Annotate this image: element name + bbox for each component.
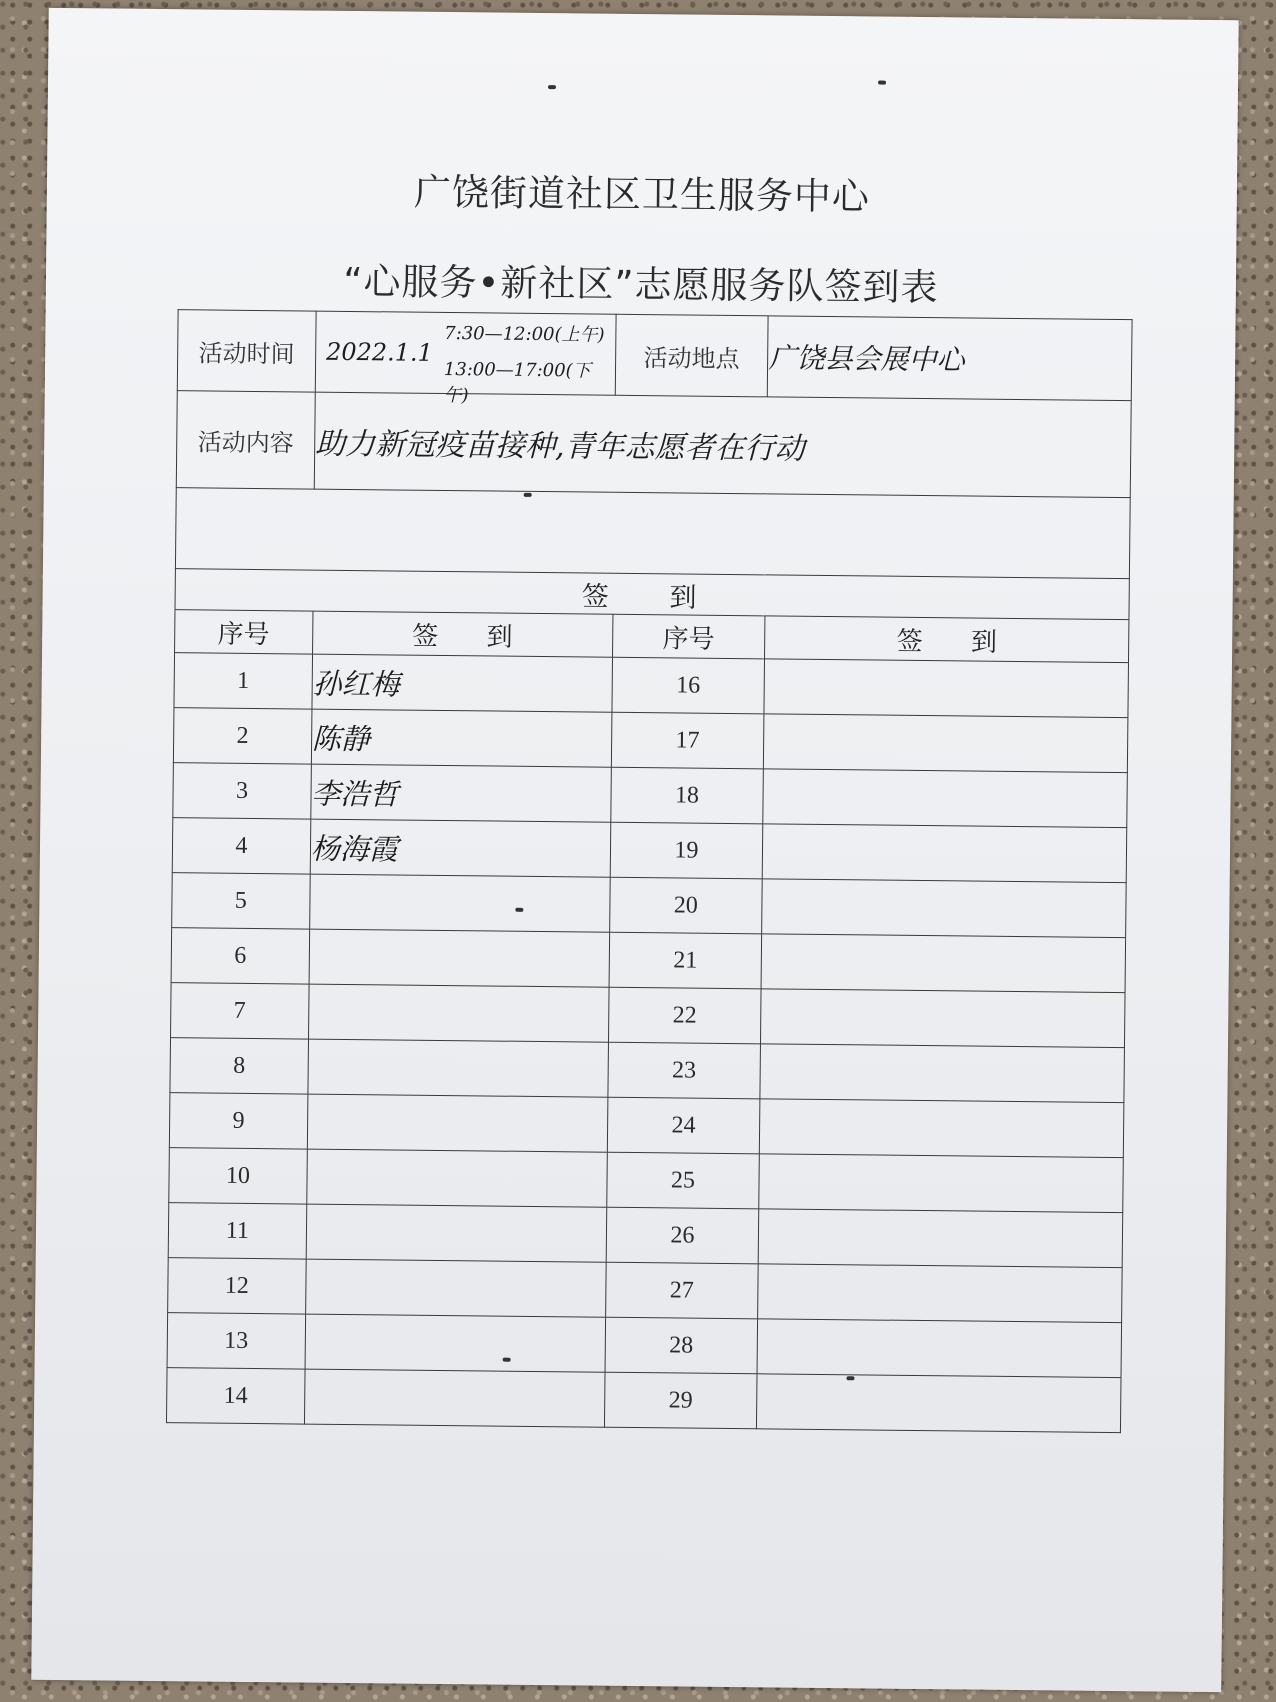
blank-cell bbox=[175, 488, 1130, 579]
signature bbox=[309, 929, 609, 987]
paper-speck bbox=[878, 81, 886, 85]
table-row bbox=[169, 1093, 1124, 1158]
signature bbox=[760, 1044, 1124, 1103]
signin-caption: 签 到 bbox=[175, 569, 1129, 620]
seq-number: 9 bbox=[169, 1093, 307, 1149]
signature: 李浩哲 bbox=[311, 764, 611, 822]
activity-place-value: 广饶县会展中心 bbox=[768, 316, 1132, 401]
seq-number: 23 bbox=[607, 1042, 760, 1099]
table-row bbox=[173, 708, 1128, 773]
activity-place-label: 活动地点 bbox=[615, 314, 769, 397]
seq-number: 2 bbox=[173, 708, 311, 764]
table-row bbox=[171, 928, 1126, 993]
seq-number: 21 bbox=[609, 932, 762, 989]
signature bbox=[764, 659, 1128, 718]
table-row bbox=[169, 1148, 1124, 1213]
seq-number: 3 bbox=[173, 763, 311, 819]
table-row bbox=[172, 873, 1127, 938]
activity-content-value: 助力新冠疫苗接种,青年志愿者在行动 bbox=[314, 392, 1131, 498]
seq-number: 11 bbox=[168, 1203, 306, 1259]
seq-number: 24 bbox=[607, 1097, 760, 1154]
signature bbox=[761, 989, 1125, 1048]
seq-number: 22 bbox=[608, 987, 761, 1044]
activity-time-label: 活动时间 bbox=[177, 310, 316, 392]
paper-speck bbox=[524, 493, 532, 497]
seq-number: 4 bbox=[172, 818, 310, 874]
paper-speck bbox=[503, 1358, 511, 1362]
signature: 陈静 bbox=[311, 709, 611, 767]
activity-content-label: 活动内容 bbox=[176, 391, 315, 489]
table-row bbox=[173, 763, 1128, 828]
signature bbox=[761, 934, 1125, 993]
seq-header-right: 序号 bbox=[612, 614, 765, 659]
signature bbox=[762, 879, 1126, 938]
signature: 孙红梅 bbox=[312, 654, 612, 712]
activity-time-row bbox=[177, 310, 1132, 401]
signature bbox=[764, 714, 1128, 773]
seq-number: 6 bbox=[171, 928, 309, 984]
activity-time-value bbox=[315, 311, 616, 407]
document-title: 广饶街道社区卫生服务中心 bbox=[413, 170, 871, 219]
seq-number: 12 bbox=[168, 1258, 306, 1314]
table-row bbox=[171, 983, 1126, 1048]
signature bbox=[307, 1094, 607, 1152]
signature bbox=[759, 1209, 1123, 1268]
signature bbox=[308, 1039, 608, 1097]
seq-number: 17 bbox=[611, 712, 764, 769]
seq-number: 29 bbox=[604, 1372, 757, 1429]
signature bbox=[306, 1204, 606, 1262]
seq-number: 16 bbox=[611, 657, 764, 714]
seq-number: 27 bbox=[605, 1262, 758, 1319]
document-subtitle: “心服务•新社区”志愿服务队签到表 bbox=[343, 259, 939, 310]
seq-number: 20 bbox=[609, 877, 762, 934]
signature bbox=[757, 1374, 1121, 1433]
paper-speck bbox=[515, 908, 523, 912]
seq-number: 5 bbox=[172, 873, 310, 929]
signature bbox=[757, 1319, 1121, 1378]
signature bbox=[305, 1259, 605, 1317]
table-row bbox=[170, 1038, 1125, 1103]
activity-date: 2022.1.1 bbox=[325, 337, 434, 367]
paper-speck bbox=[846, 1376, 854, 1380]
activity-time-pm: 13:00—17:00(下午) bbox=[443, 358, 591, 407]
activity-content-row bbox=[176, 391, 1131, 498]
signature bbox=[305, 1314, 605, 1372]
seq-number: 26 bbox=[606, 1207, 759, 1264]
signature bbox=[763, 824, 1127, 883]
seq-number: 13 bbox=[167, 1313, 305, 1369]
signin-table bbox=[166, 309, 1133, 1433]
paper-speck bbox=[548, 85, 556, 89]
sign-header-right: 签 到 bbox=[765, 616, 1129, 663]
table-row bbox=[168, 1203, 1123, 1268]
table-row bbox=[174, 653, 1129, 718]
seq-number: 19 bbox=[610, 822, 763, 879]
table-row bbox=[168, 1258, 1123, 1323]
seq-number: 18 bbox=[610, 767, 763, 824]
table-row bbox=[166, 1368, 1121, 1433]
seq-number: 7 bbox=[171, 983, 309, 1039]
seq-number: 10 bbox=[169, 1148, 307, 1204]
signature bbox=[308, 984, 608, 1042]
seq-number: 1 bbox=[174, 653, 312, 709]
activity-time-am: 7:30—12:00(上午) bbox=[444, 322, 605, 346]
signature bbox=[309, 874, 609, 932]
table-row bbox=[172, 818, 1127, 883]
signature bbox=[758, 1264, 1122, 1323]
signature bbox=[307, 1149, 607, 1207]
signin-sheet-paper bbox=[31, 8, 1238, 1692]
seq-number: 25 bbox=[606, 1152, 759, 1209]
seq-number: 8 bbox=[170, 1038, 308, 1094]
signature bbox=[760, 1099, 1124, 1158]
signature bbox=[759, 1154, 1123, 1213]
signature: 杨海霞 bbox=[310, 819, 610, 877]
seq-number: 14 bbox=[166, 1368, 304, 1424]
blank-row bbox=[175, 488, 1130, 579]
seq-header-left: 序号 bbox=[175, 610, 313, 654]
signature bbox=[763, 769, 1127, 828]
table-row bbox=[167, 1313, 1122, 1378]
seq-number: 28 bbox=[605, 1317, 758, 1374]
signature bbox=[304, 1369, 604, 1427]
sign-header-left: 签 到 bbox=[312, 611, 612, 657]
